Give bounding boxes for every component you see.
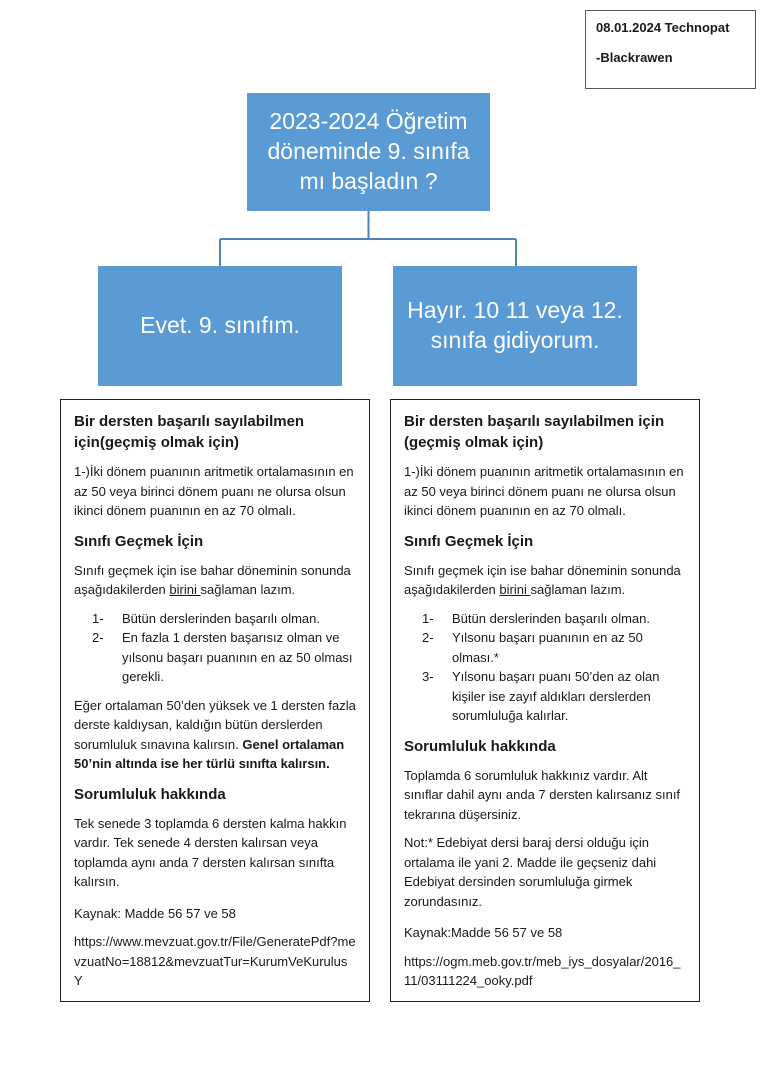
literature-note: Not:* Edebiyat dersi baraj dersi olduğu için ortalama ile yani 2. Madde ile geçseniz dahi Edebiyat dersinden sorumluluğa girmek zorundasınız. [404,835,657,909]
underlined-word: birini [169,582,201,597]
list-item: 3- Yılsonu başarı puanı 50’den az olan kişiler ise zayıf aldıkları derslerden sorumluluğa kalırlar. [422,669,660,723]
branch-yes-box [98,266,342,386]
credit-date-author: 08.01.2024 Technopat [596,20,730,35]
rule-grade-pass-intro: Sınıfı geçmek için ise bahar döneminin sonunda aşağıdakilerden birini sağlaman lazım. [74,562,351,597]
branch-no-box [393,266,637,386]
panel-heading-pass-grade: Sınıfı Geçmek İçin [404,532,534,550]
panel-heading-responsibility: Sorumluluk hakkında [74,785,226,803]
source-reference: Kaynak:Madde 56 57 ve 58 [404,925,563,940]
source-reference: Kaynak: Madde 56 57 ve 58 [74,905,236,921]
root-question-text: 2023-2024 Öğretim döneminde 9. sınıfa mı başladın ? [267,108,470,194]
branch-yes-text: Evet. 9. sınıfım. [140,312,300,339]
pass-conditions-list [422,609,686,726]
list-item: 2- Yılsonu başarı puanının en az 50 olması.* [422,630,643,665]
panel-heading-responsibility: Sorumluluk hakkında [404,737,556,755]
rules-panel-grade10-12 [390,399,700,1002]
responsibility-text: Tek senede 3 toplamda 6 dersten kalma hakkın vardır. Tek senede 4 dersten kalırsan veya toplamda aynı anda 7 dersten kalırsan sınıfta kalırsın. [74,815,347,889]
underlined-word: birini [499,582,531,597]
root-question-box [247,93,490,211]
credit-box [585,10,756,89]
rule-course-pass: 1-)İki dönem puanının aritmetik ortalamasının en az 50 veya birinci dönem puanı ne olursa olsun ikinci dönem puanının en az 70 olmalı. [404,464,684,518]
responsibility-text: Toplamda 6 sorumluluk hakkınız vardır. Alt sınıflar dahil aynı anda 7 dersten kalırsanız sınıf tekrarına düşersiniz. [404,767,681,822]
branch-no-text: Hayır. 10 11 veya 12. sınıfa gidiyorum. [407,297,623,353]
pass-conditions-list [92,609,356,687]
list-item: 2- En fazla 1 dersten başarısız olman ve yılsonu başarı puanının en az 50 olması gerekli. [92,630,353,684]
panel-heading-pass-grade: Sınıfı Geçmek İçin [74,532,204,550]
source-url: https://www.mevzuat.gov.tr/File/GeneratePdf?mevzuatNo=18812&mevzuatTur=KurumVeKurulusY [74,934,356,988]
rules-panel-grade9 [60,399,370,1002]
rule-course-pass: 1-)İki dönem puanının aritmetik ortalamasının en az 50 veya birinci dönem puanı ne olursa olsun ikinci dönem puanının en az 70 olmalı. [74,464,354,518]
rule-average-note: Eğer ortalaman 50’den yüksek ve 1 dersten fazla derste kaldıysan, kaldığın bütün derslerden sorumluluk sınavına kalırsın. Genel ortalaman 50’nin altında ise her türlü sınıfta kalırsın. [74,697,356,771]
list-item: 1- Bütün derslerinden başarılı olman. [422,610,651,626]
rule-grade-pass-intro: Sınıfı geçmek için ise bahar döneminin sonunda aşağıdakilerden birini sağlaman lazım. [404,562,681,597]
panel-heading-pass-course: Bir dersten başarılı sayılabilmen için (geçmiş olmak için) [404,413,665,451]
bold-warning: Genel ortalaman 50’nin altında ise her türlü sınıfta kalırsın. [74,736,345,771]
list-item: 1- Bütün derslerinden başarılı olman. [92,610,321,626]
panel-heading-pass-course: Bir dersten başarılı sayılabilmen için(geçmiş olmak için) [74,413,305,451]
credit-handle: -Blackrawen [596,50,673,66]
source-url: https://ogm.meb.gov.tr/meb_iys_dosyalar/2016_11/03111224_ooky.pdf [404,953,681,988]
